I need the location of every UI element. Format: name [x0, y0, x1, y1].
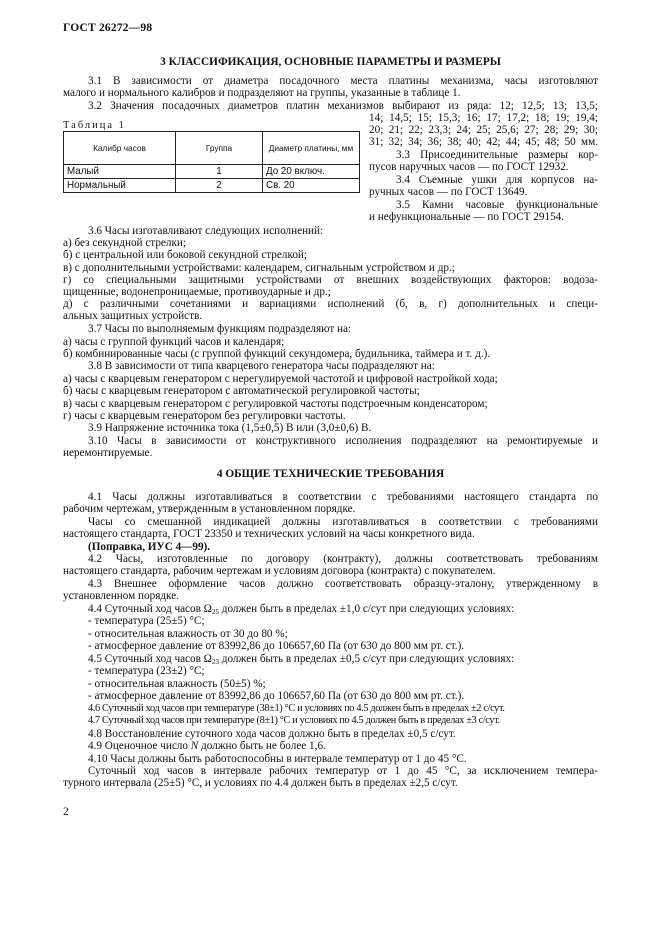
- amendment-note: (Поправка, ИУС 4—99).: [88, 541, 211, 553]
- text-span: 4.4 Суточный ход часов Ω: [88, 603, 212, 615]
- table-cell: 2: [176, 179, 263, 193]
- text-span: должно быть не более 1,6.: [198, 740, 326, 752]
- paragraph-3-2: 3.2 Значения посадочных диаметров платин механизмов выбирают из ряда: 12; 12,5; 13; 13,5;: [88, 100, 598, 112]
- condition-item: - относительная влажность (50±5) %;: [88, 678, 266, 690]
- list-item-cont: альных защитных устройств.: [63, 310, 203, 322]
- table-cell: Малый: [64, 165, 176, 179]
- paragraph-3-6: 3.6 Часы изготавливают следующих исполнений:: [88, 225, 324, 237]
- list-item: а) без секундной стрелки;: [63, 237, 186, 249]
- table-cell: До 20 включ.: [263, 165, 360, 179]
- paragraph-4-2: 4.2 Часы, изготовленные по договору (контракту), должны соответствовать требованиям: [88, 553, 598, 565]
- paragraph-3-2-row-1: 14; 14,5; 15; 15,3; 16; 17; 17,2; 18; 19; 19,4;: [369, 112, 598, 124]
- paragraph-3-10-cont: неремонтируемые.: [63, 447, 153, 459]
- text-span: должен быть в пределах ±0,5 с/сут при следующих условиях:: [219, 653, 515, 665]
- table-row: [64, 179, 360, 193]
- text-span: 4.9 Оценочное число: [88, 740, 191, 752]
- list-item-cont: щищенные, водонепроницаемые, противоударные и др.;: [63, 286, 331, 298]
- paragraph-3-8: 3.8 В зависимости от типа кварцевого генератора часы подразделяют на:: [88, 360, 435, 372]
- paragraph-4-4: [88, 603, 514, 615]
- italic-symbol: N: [190, 740, 199, 752]
- paragraph-3-2-row-2: 20; 21; 22; 23,3; 24; 25; 25,6; 27; 28; 29; 30;: [369, 124, 598, 136]
- paragraph-3-3: 3.3 Присоединительные размеры кор-: [396, 149, 598, 161]
- subscript: 25: [212, 608, 219, 616]
- condition-item: - температура (25±5) °С;: [88, 615, 205, 627]
- list-item: б) комбинированные часы (с группой функций секундомера, будильника, таймера и т. д.).: [63, 348, 491, 360]
- paragraph-3-4: 3.4 Съемные ушки для корпусов на-: [396, 174, 598, 186]
- paragraph-4-7: 4.7 Суточный ход часов при температуре (8±1) °С и условиях по 4.5 должен быть в пределах ±3 с/сут.: [88, 715, 500, 726]
- paragraph-3-7: 3.7 Часы по выполняемым функциям подразделяют на:: [88, 323, 352, 335]
- table-row: [64, 165, 360, 179]
- list-item: д) с различными сочетаниями и вариациями исполнений (б, в, г) дополнительных и специ-: [63, 298, 598, 310]
- condition-item: - относительная влажность от 30 до 80 %;: [88, 628, 288, 640]
- paragraph-4-1: 4.1 Часы должны изготавливаться в соответствии с требованиями настоящего стандарта по: [88, 491, 598, 503]
- list-item: г) часы с кварцевым генератором без регулировки частоты.: [63, 410, 346, 422]
- paragraph-4-10-cont: Суточный ход часов в интервале рабочих температур от 1 до 45 °С, за исключением темпера-: [88, 765, 598, 777]
- table-header-group: Группа: [176, 132, 263, 165]
- text-span: 4.5 Суточный ход часов Ω: [88, 653, 212, 665]
- table-header-row: [64, 132, 360, 165]
- condition-item: - атмосферное давление от 83992,86 до 106657,60 Па (от 630 до 800 мм рт. ст.).: [88, 640, 465, 652]
- section-3-title: 3 КЛАССИФИКАЦИЯ, ОСНОВНЫЕ ПАРАМЕТРЫ И РАЗМЕРЫ: [160, 56, 501, 68]
- list-item: а) часы с кварцевым генератором с нерегулируемой частотой и цифровой настройкой хода;: [63, 373, 498, 385]
- paragraph-4-3: 4.3 Внешнее оформление часов должно соответствовать образцу-эталону, утвержденному в: [88, 578, 598, 590]
- table-cell: Св. 20: [263, 179, 360, 193]
- list-item: г) со специальными защитными устройствами от внешних воздействующих факторов: водоза-: [63, 274, 598, 286]
- table-cell: Нормальный: [64, 179, 176, 193]
- paragraph-3-10: 3.10 Часы в зависимости от конструктивного исполнения подразделяют на ремонтируемые и: [88, 435, 598, 447]
- table-cell: 1: [176, 165, 263, 179]
- paragraph-3-5-cont: и нефункциональные — по ГОСТ 29154.: [369, 211, 565, 223]
- paragraph-4-9: [88, 740, 326, 752]
- paragraph-3-1: 3.1 В зависимости от диаметра посадочного места платины механизма, часы изготовляют: [88, 75, 598, 87]
- condition-item: - атмосферное давление от 83992,86 до 106657,60 Па (от 630 до 800 мм рт. ст.).: [88, 690, 465, 702]
- paragraph-4-3-cont: установленном порядке.: [63, 590, 179, 602]
- list-item: а) часы с группой функций часов и календаря;: [63, 336, 285, 348]
- paragraph-4-8: 4.8 Восстановление суточного хода часов должно быть в пределах ±0,5 с/сут.: [88, 728, 456, 740]
- paragraph-3-4-cont: ручных часов — по ГОСТ 13649.: [369, 186, 528, 198]
- table-1-caption: Таблица 1: [63, 120, 126, 131]
- running-header: ГОСТ 26272—98: [63, 22, 153, 34]
- paragraph-4-10-cont-2: турного интервала (25±5) °С, и условиях по 4.4 должен быть в пределах ±2,5 с/сут.: [63, 777, 458, 789]
- paragraph-3-3-cont: пусов наручных часов — по ГОСТ 12932.: [369, 161, 569, 173]
- subscript: 23: [212, 658, 219, 666]
- paragraph-4-1-cont: рабочим чертежам, утвержденным в установленном порядке.: [63, 503, 356, 515]
- paragraph-3-5: 3.5 Камни часовые функциональные: [396, 199, 598, 211]
- text-span: должен быть в пределах ±1,0 с/сут при следующих условиях:: [219, 603, 515, 615]
- paragraph-4-1-mixed: Часы со смешанной индикацией должны изготавливаться в соответствии с требованиями: [88, 516, 598, 528]
- table-1: [63, 131, 360, 193]
- table-header-diameter: Диаметр платины, мм: [263, 132, 360, 165]
- paragraph-4-2-cont: настоящего стандарта, рабочим чертежам и условиям договора (контракта) с покупателем.: [63, 565, 496, 577]
- condition-item: - температура (23±2) °С;: [88, 665, 205, 677]
- paragraph-3-9: 3.9 Напряжение источника тока (1,5±0,5) В или (3,0±0,6) В.: [88, 422, 372, 434]
- paragraph-3-1-cont: малого и нормального калибров и подразделяют на группы, указанные в таблице 1.: [63, 87, 461, 99]
- list-item: в) с дополнительными устройствами: календарем, сигнальным устройством и др.;: [63, 262, 455, 274]
- page-number: 2: [63, 806, 69, 818]
- paragraph-4-1-mixed-cont: настоящего стандарта, ГОСТ 23350 и технических условий на часы конкретного вида.: [63, 528, 475, 540]
- paragraph-4-6: 4.6 Суточный ход часов при температуре (38±1) °С и условиях по 4.5 должен быть в пределах ±2 с/сут.: [88, 703, 505, 714]
- section-4-title: 4 ОБЩИЕ ТЕХНИЧЕСКИЕ ТРЕБОВАНИЯ: [216, 468, 445, 480]
- list-item: б) с центральной или боковой секундной стрелкой;: [63, 249, 308, 261]
- list-item: б) часы с кварцевым генератором с автоматической регулировкой частоты;: [63, 385, 420, 397]
- list-item: в) часы с кварцевым генератором с регулировкой частоты подстроечным конденсатором;: [63, 398, 488, 410]
- paragraph-4-5: [88, 653, 514, 665]
- paragraph-3-2-row-3: 31; 32; 34; 36; 38; 40; 42; 44; 45; 48; 50 мм.: [369, 136, 598, 148]
- table-header-caliber: Калибр часов: [64, 132, 176, 165]
- paragraph-4-10: 4.10 Часы должны быть работоспособны в интервале температур от 1 до 45 °С.: [88, 753, 467, 765]
